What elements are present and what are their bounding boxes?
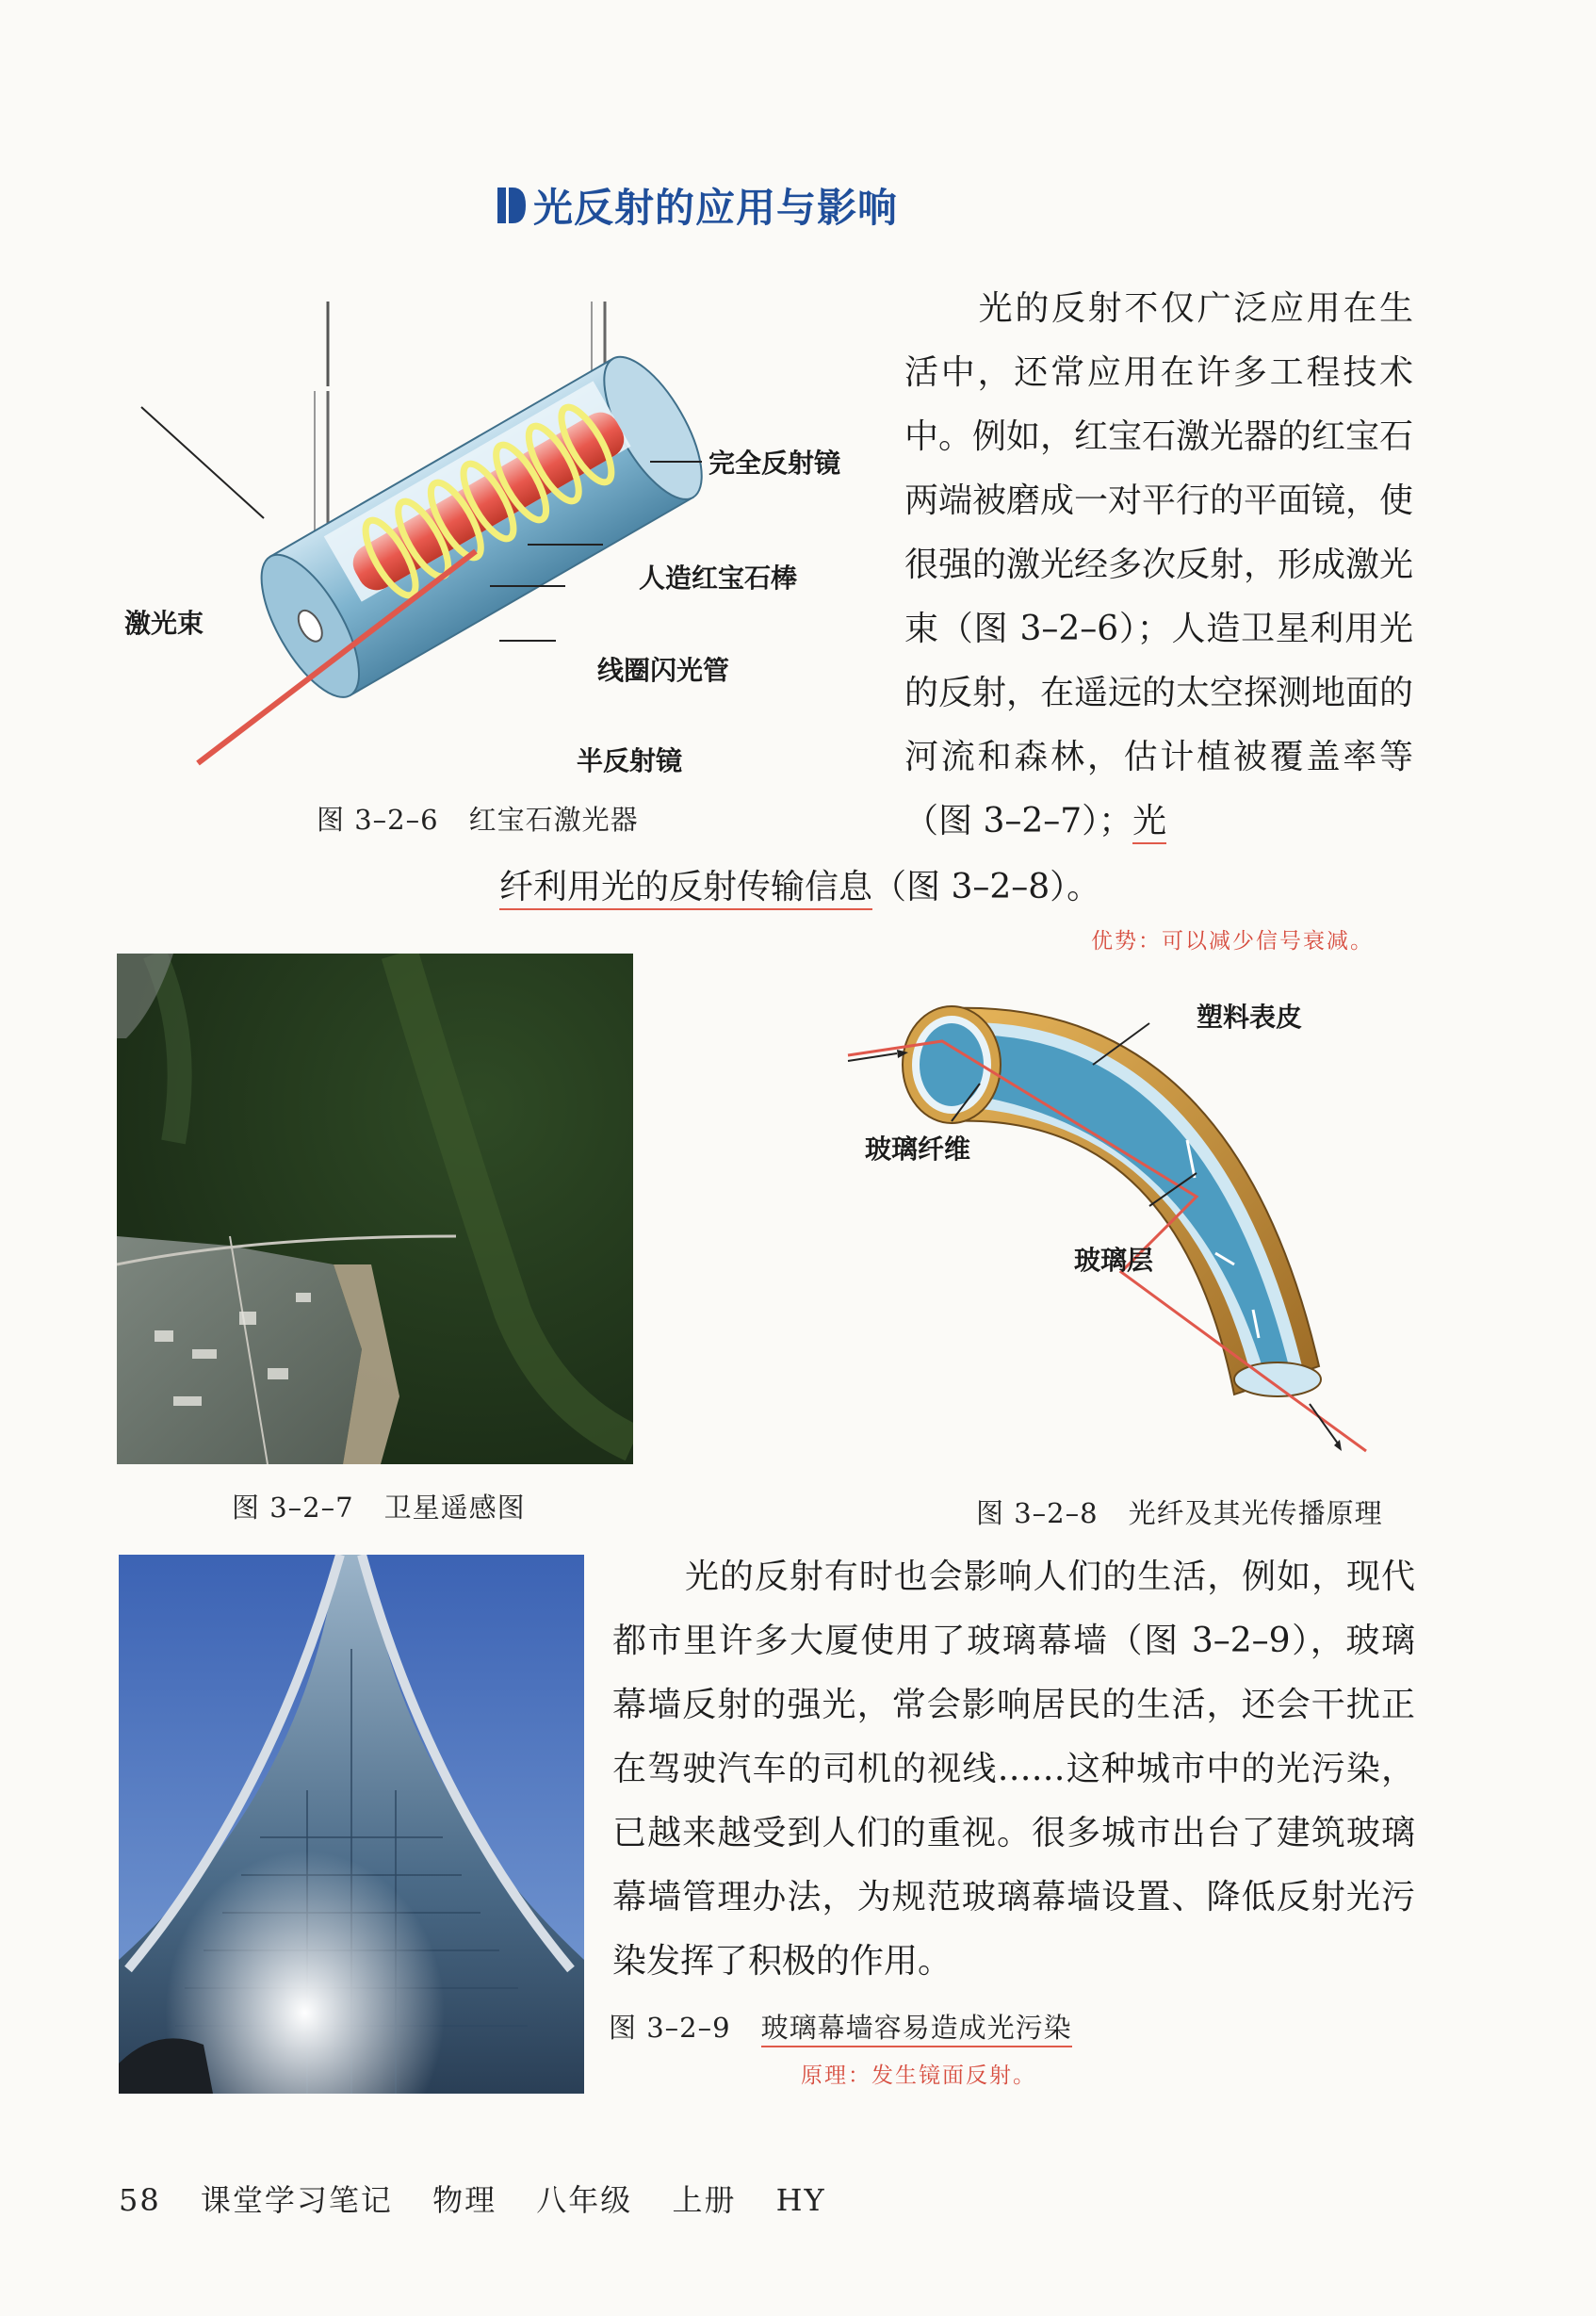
figure-caption-fiber: 图 3–2–8 光纤及其光传播原理 [976, 1497, 1383, 1529]
page-number: 58 [119, 2182, 161, 2218]
paragraph-applications: 光的反射不仅广泛应用在生活中，还常应用在许多工程技术中。例如，红宝石激光器的红宝石两端被磨成一对平行的平面镜，使很强的激光经多次反射，形成激光束（图 3–2–6）；人造卫星利用光的反射，在遥远的太空探测地面的河流和森林，估计植被覆盖率等（图 3–2–7）；光 [904, 277, 1413, 854]
page-footer [119, 2177, 855, 2220]
section-heading [497, 177, 898, 234]
glass-tower-image [119, 1555, 584, 2094]
footer-grade: 八年级 [536, 2182, 633, 2218]
figure-caption-laser: 图 3–2–6 红宝石激光器 [317, 804, 639, 836]
label-glass-layer: 玻璃层 [1074, 1245, 1154, 1276]
label-ruby-rod: 人造红宝石棒 [639, 563, 798, 594]
footer-volume: 上册 [672, 2182, 737, 2218]
label-full-mirror: 完全反射镜 [708, 448, 841, 479]
handwritten-note-fiber: 优势：可以减少信号衰减。 [1091, 929, 1374, 954]
footer-subject: 物理 [432, 2182, 497, 2218]
section-marker-icon [497, 184, 526, 227]
figure-caption-satellite: 图 3–2–7 卫星遥感图 [232, 1492, 526, 1524]
paragraph-light-pollution: 光的反射有时也会影响人们的生活，例如，现代都市里许多大厦使用了玻璃幕墙（图 3–2–9），玻璃幕墙反射的强光，常会影响居民的生活，还会干扰正在驾驶汽车的司机的视线……这种城市中的光污染，已越来越受到人们的重视。很多城市出台了建筑玻璃幕墙管理办法，为规范玻璃幕墙设置、降低反射光污染发挥了积极的作用。 [612, 1558, 1415, 1981]
label-glass-fiber: 玻璃纤维 [865, 1134, 971, 1165]
figure-caption-tower: 图 3–2–9 玻璃幕墙容易造成光污染 [609, 2007, 1072, 2046]
satellite-image [117, 954, 633, 1464]
section-title: 光反射的应用与影响 [533, 185, 899, 231]
label-laser-beam: 激光束 [124, 608, 204, 639]
label-plastic-skin: 塑料表皮 [1197, 1002, 1303, 1033]
optical-fiber-diagram [839, 970, 1404, 1479]
footer-edition: HY [775, 2182, 826, 2218]
label-half-mirror: 半反射镜 [577, 745, 683, 776]
handwritten-note-tower: 原理：发生镜面反射。 [801, 2063, 1036, 2088]
paragraph-applications-end: 纤利用光的反射传输信息（图 3–2–8）。 [499, 856, 1347, 920]
footer-series: 课堂学习笔记 [200, 2182, 393, 2218]
label-flash-tube: 线圈闪光管 [597, 655, 730, 686]
